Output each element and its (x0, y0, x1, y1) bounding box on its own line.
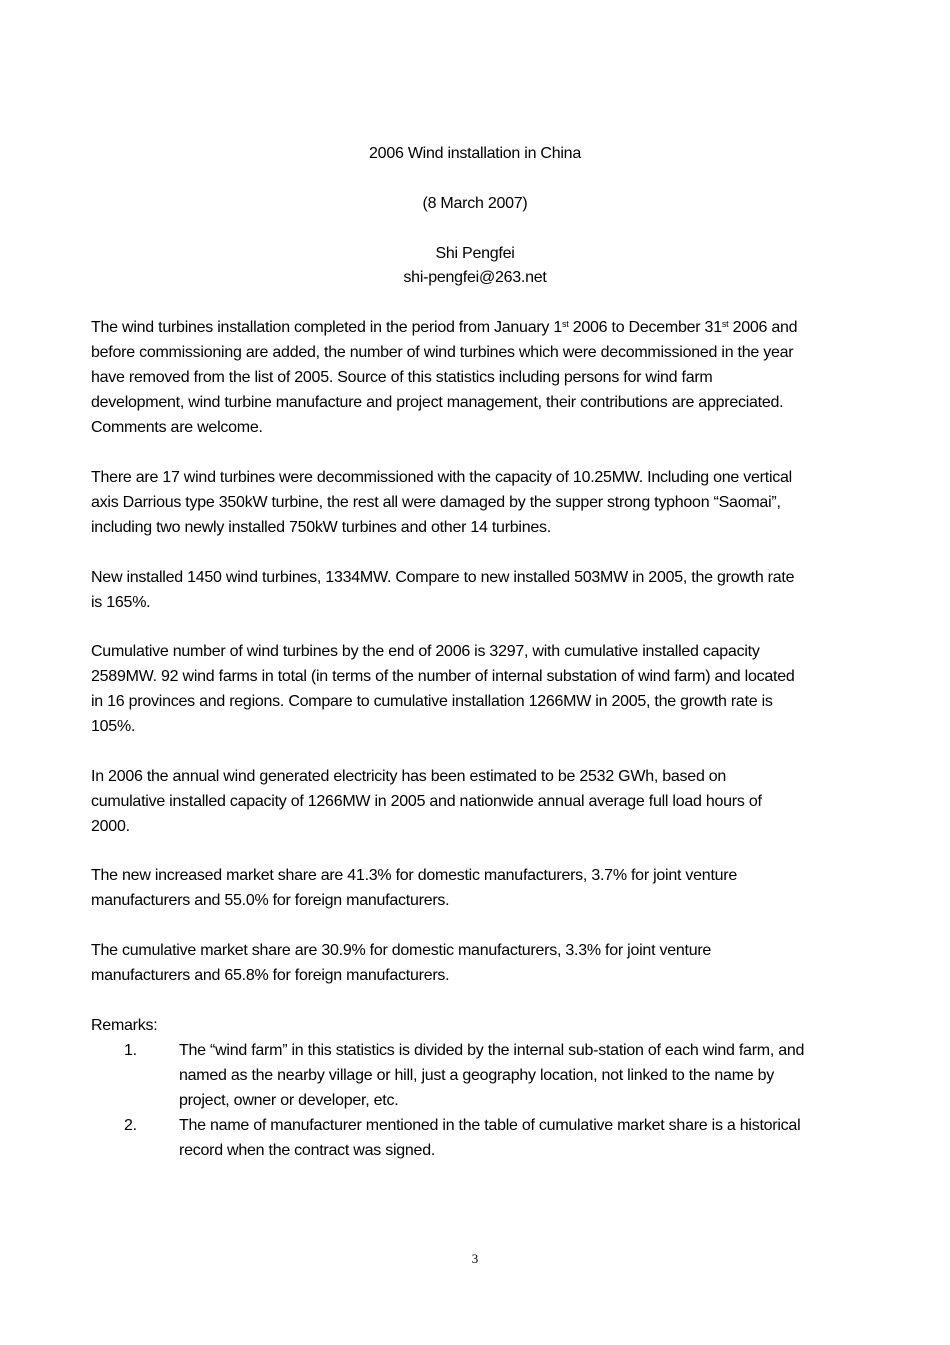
paragraph-line: In 2006 the annual wind generated electricity has been estimated to be 2532 GWh, based on (91, 768, 727, 785)
intro-line: have removed from the list of 2005. Source of this statistics including persons for wind farm (91, 369, 713, 386)
superscript: st (721, 319, 729, 329)
paragraph-decommissioned (91, 465, 871, 540)
author-name: Shi Pengfei (435, 245, 515, 262)
text: The wind turbines installation completed in the period from January 1 (91, 319, 563, 336)
paragraph-new-installed (91, 565, 871, 615)
paragraph-line: There are 17 wind turbines were decommissioned with the capacity of 10.25MW. Including one vertical (91, 469, 792, 486)
paragraph-cumulative-market-share (91, 938, 871, 988)
paragraph-cumulative (91, 639, 871, 739)
remark-item (91, 1038, 871, 1113)
document-title: 2006 Wind installation in China (369, 145, 581, 162)
paragraph-line: The cumulative market share are 30.9% for domestic manufacturers, 3.3% for joint venture (91, 942, 712, 959)
text: 2006 to December 31 (568, 319, 722, 336)
paragraph-line: 2589MW. 92 wind farms in total (in terms of the number of internal substation of wind farm) and located (91, 668, 795, 685)
paragraph-line: including two newly installed 750kW turbines and other 14 turbines. (91, 519, 551, 536)
paragraph-line: in 16 provinces and regions. Compare to cumulative installation 1266MW in 2005, the growth rate is (91, 693, 773, 710)
superscript: st (562, 319, 569, 329)
paragraph-line: cumulative installed capacity of 1266MW in 2005 and nationwide annual average full load hours of (91, 793, 762, 810)
remark-line: The name of manufacturer mentioned in the table of cumulative market share is a historical (179, 1117, 801, 1134)
intro-line (91, 315, 871, 340)
remark-number: 1. (124, 1042, 137, 1059)
remark-line: record when the contract was signed. (179, 1142, 436, 1159)
author-email: shi-pengfei@263.net (403, 269, 547, 286)
paragraph-new-market-share (91, 863, 871, 913)
paragraph-line: New installed 1450 wind turbines, 1334MW. Compare to new installed 503MW in 2005, the growth rate (91, 569, 795, 586)
intro-paragraph (91, 315, 871, 440)
paragraph-electricity (91, 764, 871, 839)
document-date: (8 March 2007) (422, 195, 528, 212)
page-number: 3 (471, 1251, 479, 1266)
remark-number: 2. (124, 1117, 137, 1134)
remarks-heading: Remarks: (91, 1017, 158, 1034)
paragraph-line: The new increased market share are 41.3% for domestic manufacturers, 3.7% for joint venture (91, 867, 738, 884)
intro-line: development, wind turbine manufacture and project management, their contributions are appreciated. (91, 394, 784, 411)
intro-line: before commissioning are added, the number of wind turbines which were decommissioned in the year (91, 344, 794, 361)
remark-item (91, 1113, 871, 1163)
paragraph-line: Cumulative number of wind turbines by the end of 2006 is 3297, with cumulative installed capacity (91, 643, 760, 660)
remark-line: project, owner or developer, etc. (179, 1092, 399, 1109)
paragraph-line: is 165%. (91, 594, 151, 611)
remarks-section (91, 1013, 871, 1163)
remark-line: named as the nearby village or hill, just a geography location, not linked to the name by (179, 1067, 775, 1084)
intro-line: Comments are welcome. (91, 419, 263, 436)
remark-line: The “wind farm” in this statistics is divided by the internal sub-station of each wind farm, and (179, 1042, 805, 1059)
paragraph-line: manufacturers and 55.0% for foreign manufacturers. (91, 892, 450, 909)
text: 2006 and (728, 319, 798, 336)
paragraph-line: axis Darrious type 350kW turbine, the rest all were damaged by the supper strong typhoon “Saomai”, (91, 494, 781, 511)
paragraph-line: manufacturers and 65.8% for foreign manufacturers. (91, 967, 450, 984)
paragraph-line: 105%. (91, 718, 136, 735)
paragraph-line: 2000. (91, 818, 130, 835)
